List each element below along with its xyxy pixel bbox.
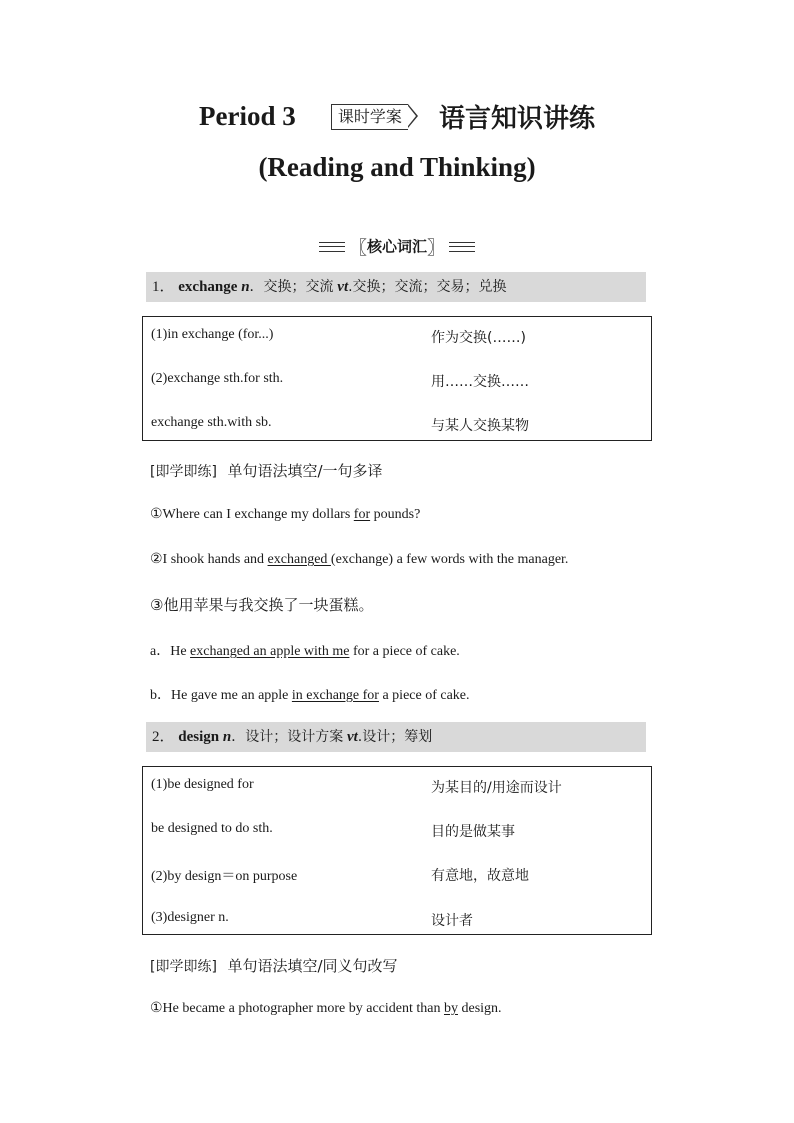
pos-label: vt: [337, 279, 349, 295]
exercise-sentence: b．He gave me an apple in exchange for a piece of cake.: [150, 688, 470, 703]
decor-lines-right-icon: [449, 242, 475, 252]
exercise-sentence: ①Where can I exchange my dollars for pounds?: [150, 507, 421, 522]
answer-blank: by: [443, 1001, 458, 1016]
lesson-badge: 课时学案: [331, 104, 408, 130]
table-row: be designed to do sth. 目的是做某事: [151, 821, 515, 840]
answer-blank: exchanged: [267, 552, 331, 567]
exercise-sentence: ①He became a photographer more by accident than by design.: [150, 1001, 502, 1016]
practice-heading: [即学即练] 单句语法填空/同义句改写: [150, 957, 398, 975]
period-label: Period 3: [199, 101, 296, 131]
table-row: (1)in exchange (for...) 作为交换(……): [151, 327, 526, 346]
headword: design: [178, 729, 220, 745]
table-row: (2)by design＝on purpose 有意地，故意地: [151, 868, 529, 884]
table-row: (1)be designed for 为某目的/用途而设计: [151, 777, 562, 796]
section-title: 核心词汇: [366, 237, 427, 256]
answer-blank: exchanged an apple with me: [190, 644, 350, 659]
title-chinese: 语言知识讲练: [438, 104, 595, 134]
pos-label: n: [241, 279, 250, 295]
page-title: [0, 98, 794, 135]
page-subtitle: (Reading and Thinking): [258, 152, 536, 182]
bracket-right-icon: 〗: [427, 238, 445, 259]
word-heading-design: 2． design n．设计；设计方案 vt.设计；筹划: [146, 722, 646, 752]
exercise-sentence: ②I shook hands and exchanged (exchange) a few words with the manager.: [150, 552, 569, 567]
answer-blank: for: [353, 507, 371, 522]
exercise-sentence: a．He exchanged an apple with me for a piece of cake.: [150, 644, 460, 659]
bracket-left-icon: 〖: [348, 238, 367, 259]
pos-label: vt: [346, 729, 358, 745]
word-heading-exchange: 1． exchange n．交换；交流 vt.交换；交流；交易；兑换: [146, 272, 646, 302]
phrase-table-exchange: [142, 316, 652, 441]
table-row: exchange sth.with sb. 与某人交换某物: [151, 415, 529, 434]
table-row: (3)designer n. 设计者: [151, 910, 473, 929]
decor-lines-left-icon: [319, 242, 345, 252]
translation-prompt: ③他用苹果与我交换了一块蛋糕。: [150, 596, 374, 614]
pos-label: n: [222, 729, 232, 745]
table-row: (2)exchange sth.for sth. 用……交换……: [151, 371, 529, 390]
headword: exchange: [178, 279, 238, 295]
phrase-table-design: [142, 766, 652, 935]
answer-blank: in exchange for: [291, 688, 379, 703]
section-header: [0, 234, 794, 260]
practice-heading: [即学即练] 单句语法填空/一句多译: [150, 462, 383, 480]
